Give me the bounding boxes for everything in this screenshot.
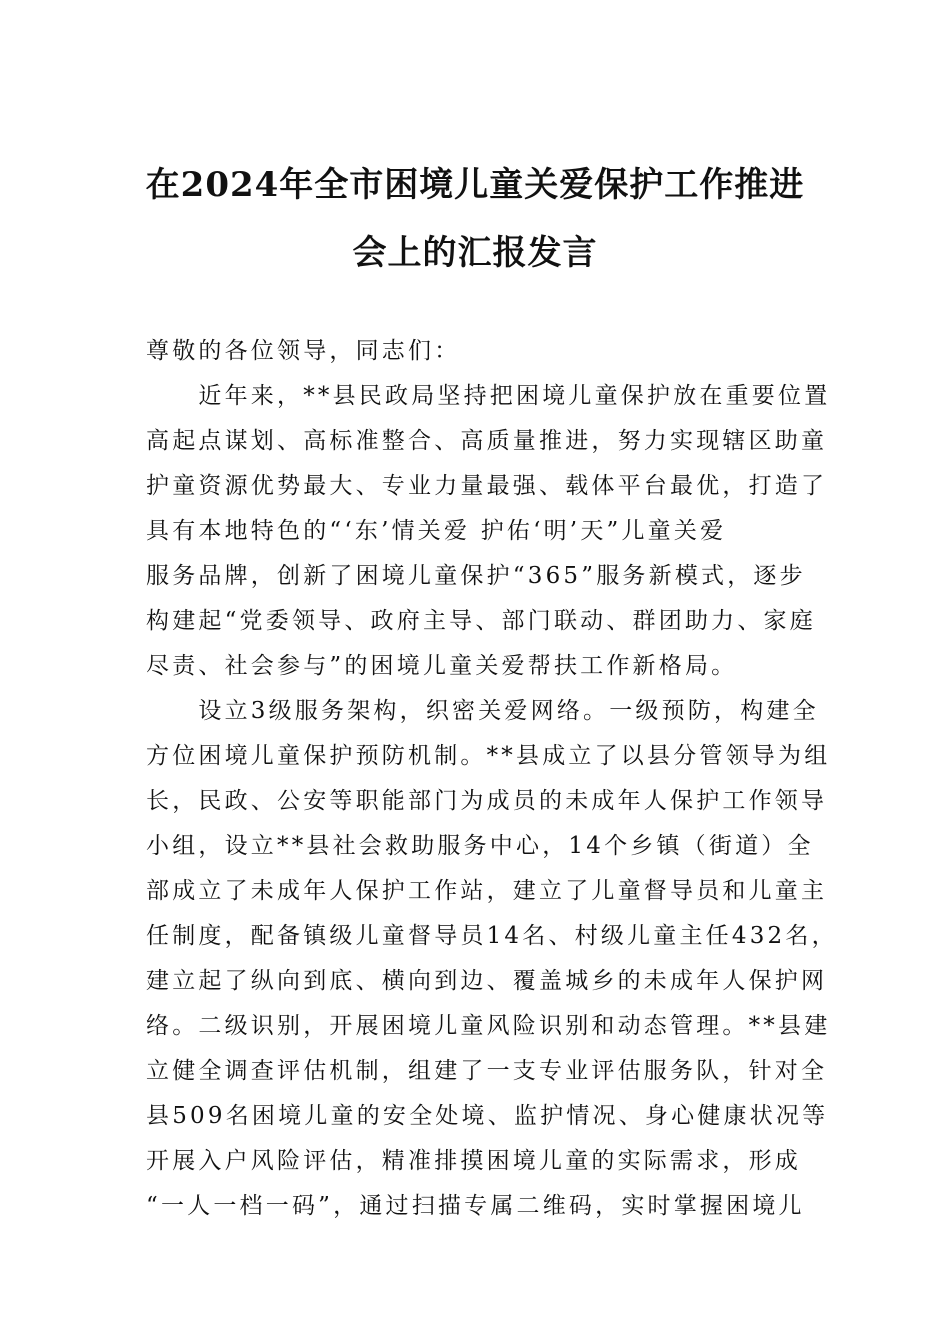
body-line: 建立起了纵向到底、横向到边、覆盖城乡的未成年人保护网 [146,968,828,994]
document-title-line-1: 在2024年全市困境儿童关爱保护工作推进 [145,165,805,205]
body-line: 任制度，配备镇级儿童督导员14名、村级儿童主任432名， [146,923,838,949]
body-line: 尽责、社会参与”的困境儿童关爱帮扶工作新格局。 [146,653,738,679]
body-line: 具有本地特色的“‘东’情关爱 护佑‘明’天”儿童关爱 [146,518,727,544]
document-title-line-2: 会上的汇报发言 [352,233,598,273]
body-line: 长，民政、公安等职能部门为成员的未成年人保护工作领导 [146,788,828,814]
salutation: 尊敬的各位领导，同志们： [146,338,461,364]
body-line: 县509名困境儿童的安全处境、监护情况、身心健康状况等 [146,1103,829,1129]
body-line: 方位困境儿童保护预防机制。**县成立了以县分管领导为组 [146,743,831,769]
body-line: 构建起“党委领导、政府主导、部门联动、群团助力、家庭 [146,608,816,634]
body-line: 近年来，**县民政局坚持把困境儿童保护放在重要位置 [146,383,831,409]
body-line: 小组，设立**县社会救助服务中心，14个乡镇（街道）全 [146,833,814,859]
body-line: “一人一档一码”，通过扫描专属二维码，实时掌握困境儿 [146,1193,805,1219]
body-line: 立健全调查评估机制，组建了一支专业评估服务队，针对全 [146,1058,828,1084]
body-line: 络。二级识别，开展困境儿童风险识别和动态管理。**县建 [146,1013,831,1039]
body-line: 服务品牌，创新了困境儿童保护“365”服务新模式，逐步 [146,563,806,589]
body-line: 设立3级服务架构，织密关爱网络。一级预防，构建全 [146,698,819,724]
body-line: 开展入户风险评估，精准排摸困境儿童的实际需求，形成 [146,1148,801,1174]
body-line: 护童资源优势最大、专业力量最强、载体平台最优，打造了 [146,473,828,499]
document-body [146,329,836,1229]
body-line: 部成立了未成年人保护工作站，建立了儿童督导员和儿童主 [146,878,828,904]
body-line: 高起点谋划、高标准整合、高质量推进，努力实现辖区助童 [146,428,828,454]
